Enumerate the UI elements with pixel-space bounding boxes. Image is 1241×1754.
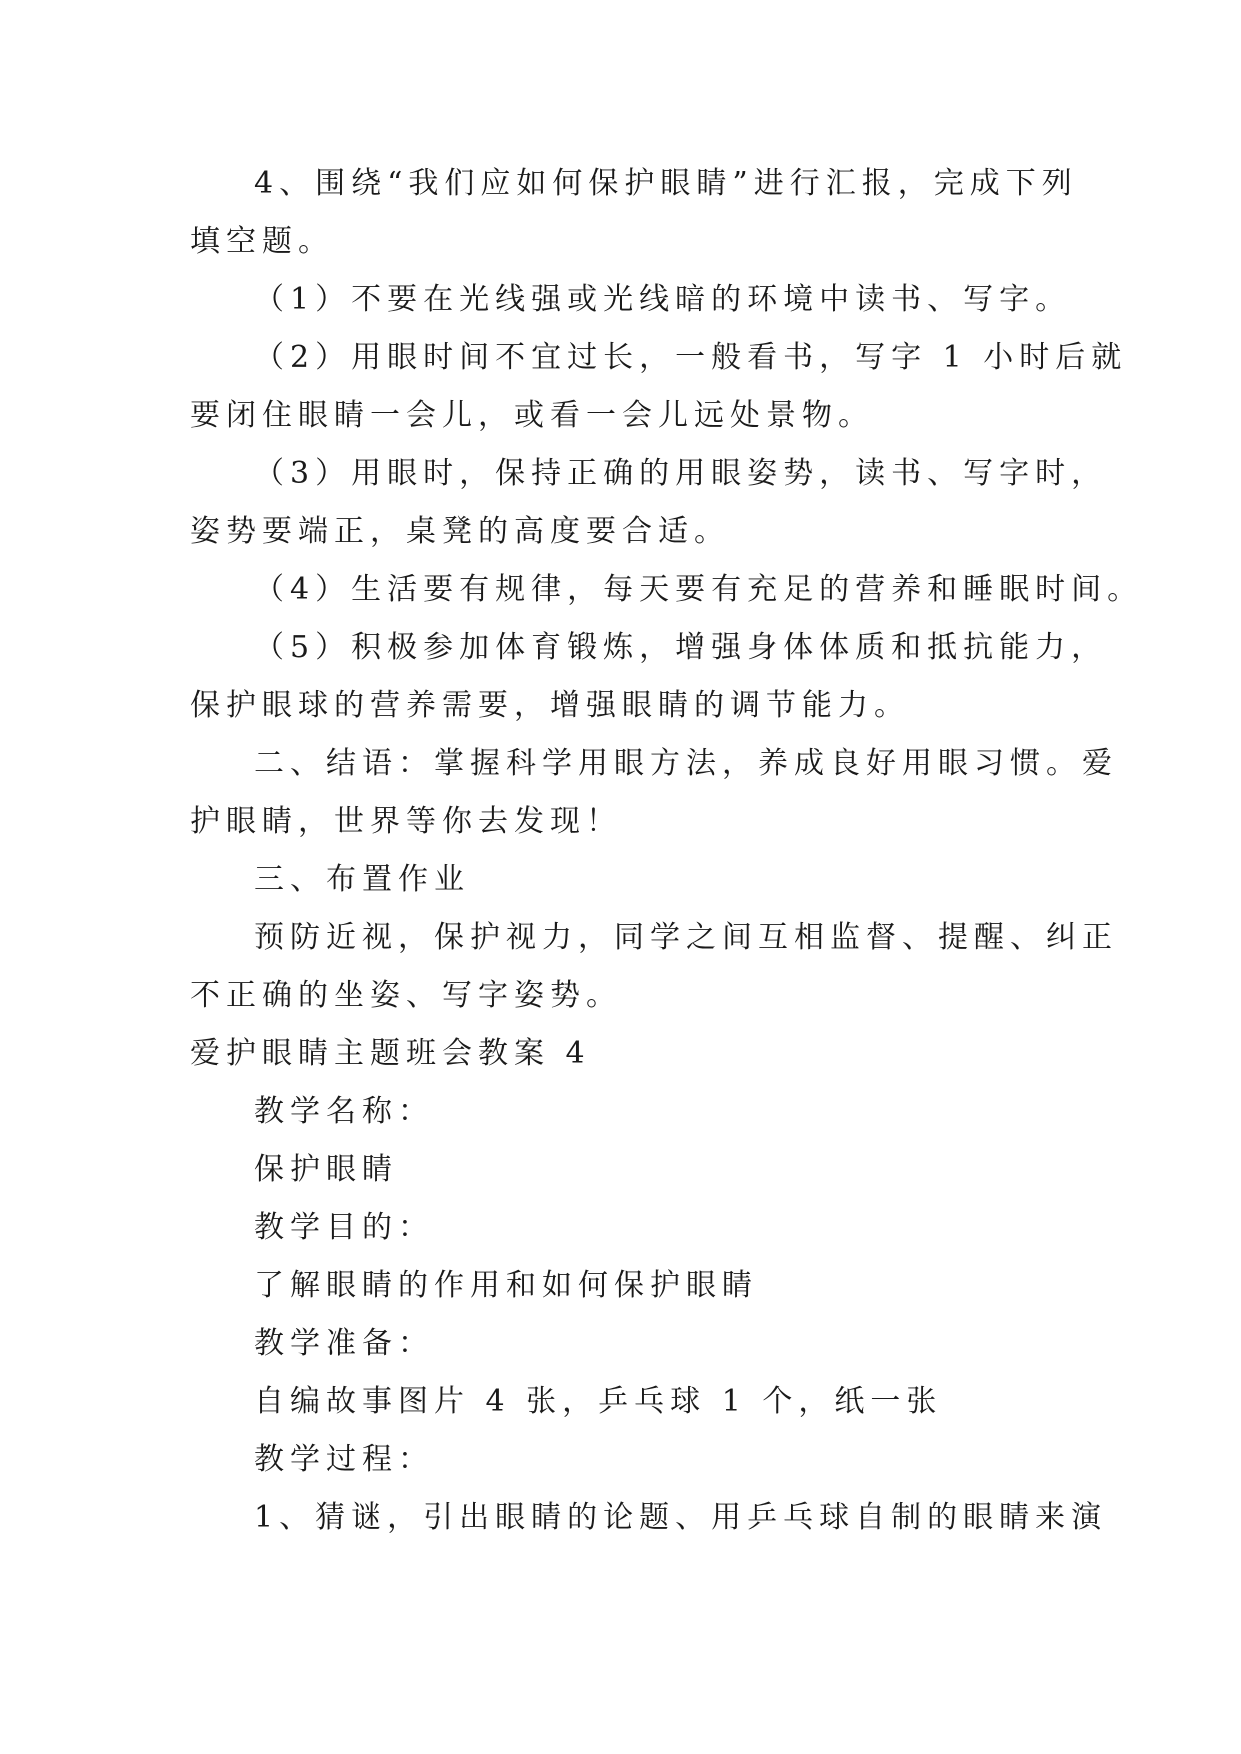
- text-line: 填空题。: [190, 224, 334, 259]
- text-line: （3）用眼时，保持正确的用眼姿势，读书、写字时，: [254, 456, 1108, 491]
- text-line: 4、围绕“我们应如何保护眼睛”进行汇报，完成下列: [254, 166, 1078, 201]
- text-line: （4）生活要有规律，每天要有充足的营养和睡眠时间。: [254, 572, 1144, 607]
- field-value: 自编故事图片 4 张，乒乓球 1 个，纸一张: [254, 1384, 943, 1419]
- text-line: 护眼睛，世界等你去发现！: [190, 804, 622, 839]
- text-line: 不正确的坐姿、写字姿势。: [190, 978, 622, 1013]
- field-label: 教学准备：: [254, 1326, 434, 1361]
- text-line: 预防近视，保护视力，同学之间互相监督、提醒、纠正: [254, 920, 1118, 955]
- text-line: 保护眼球的营养需要，增强眼睛的调节能力。: [190, 688, 910, 723]
- text-line: 姿势要端正，桌凳的高度要合适。: [190, 514, 730, 549]
- text-line: 1、猜谜，引出眼睛的论题、用乒乓球自制的眼睛来演: [254, 1500, 1108, 1535]
- text-line: （5）积极参加体育锻炼，增强身体体质和抵抗能力，: [254, 630, 1108, 665]
- document-title: 爱护眼睛主题班会教案 4: [190, 1036, 591, 1071]
- field-label: 教学过程：: [254, 1442, 434, 1477]
- text-line: （1）不要在光线强或光线暗的环境中读书、写字。: [254, 282, 1072, 317]
- field-value: 了解眼睛的作用和如何保护眼睛: [254, 1268, 758, 1303]
- section-heading: 三、布置作业: [254, 862, 470, 897]
- text-line: 要闭住眼睛一会儿，或看一会儿远处景物。: [190, 398, 874, 433]
- field-label: 教学目的：: [254, 1210, 434, 1245]
- text-line: （2）用眼时间不宜过长，一般看书，写字 1 小时后就: [254, 340, 1128, 375]
- document-body: [190, 155, 1144, 1547]
- text-line: 二、结语：掌握科学用眼方法，养成良好用眼习惯。爱: [254, 746, 1118, 781]
- field-label: 教学名称：: [254, 1094, 434, 1129]
- field-value: 保护眼睛: [254, 1152, 398, 1187]
